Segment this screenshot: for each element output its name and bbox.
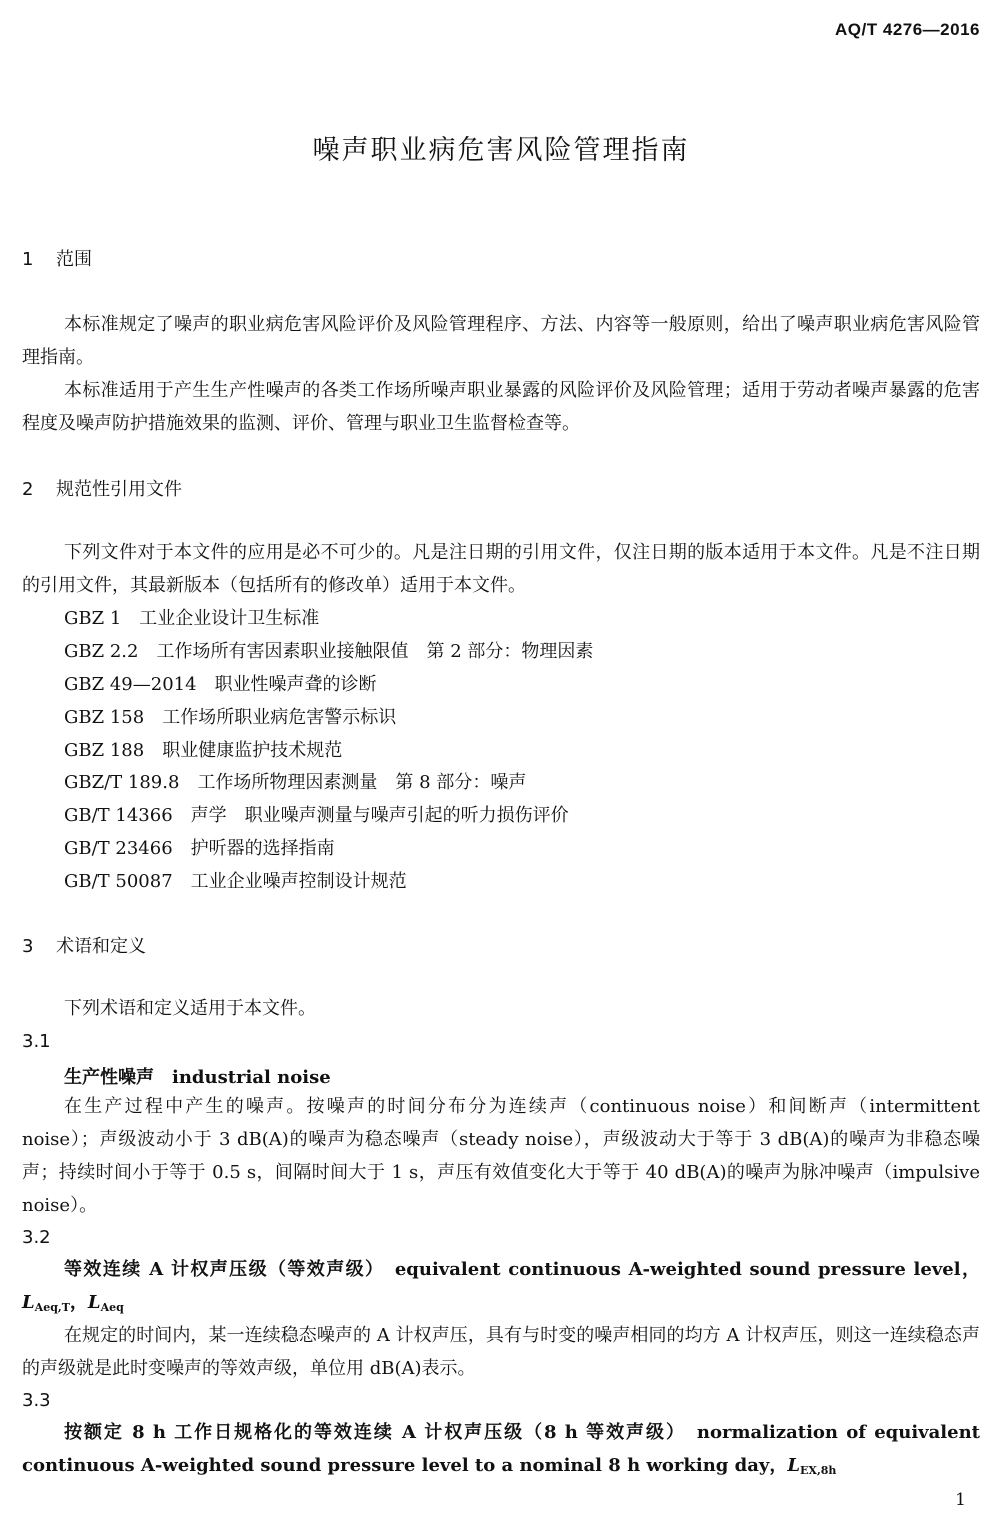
reference-item <box>64 736 342 762</box>
term-heading <box>22 1416 980 1487</box>
reference-item <box>64 834 335 860</box>
reference-code: GBZ 2.2 <box>64 641 139 662</box>
reference-code: GBZ 158 <box>64 707 145 728</box>
section-heading-normative-references <box>22 475 182 501</box>
symbol-subscript: Aeq <box>100 1301 124 1314</box>
reference-title: 工业企业设计卫生标准 <box>139 608 320 629</box>
reference-title: 声学 职业噪声测量与噪声引起的听力损伤评价 <box>190 805 569 826</box>
clause-number: 3.3 <box>22 1390 51 1411</box>
term-text: 等效连续 A 计权声压级（等效声级） equivalent continuous A-weighted sound pressure level， <box>64 1259 980 1280</box>
symbol-subscript: Aeq,T <box>34 1301 70 1314</box>
clause-number: 3.1 <box>22 1031 51 1052</box>
term-heading <box>22 1253 980 1324</box>
section-heading-scope <box>22 245 92 271</box>
reference-title: 工作场所物理因素测量 第 8 部分：噪声 <box>197 772 527 793</box>
term-definition: 在生产过程中产生的噪声。按噪声的时间分布分为连续声（continuous noise）和间断声（intermittent noise）；声级波动小于 3 dB(A)的噪声为稳态噪声（steady noise），声级波动大于等于 3 dB(A)的噪声为非稳态噪声；持续时间小于等于 0.5 s，间隔时间大于 1 s，声压有效值变化大于等于 40 dB(A)的噪声为脉冲噪声（impulsive noise）。 <box>22 1096 980 1216</box>
symbol-separator: ， <box>69 1292 88 1313</box>
section-number: 2 <box>22 479 34 500</box>
paragraph: 下列文件对于本文件的应用是必不可少的。凡是注日期的引用文件，仅注日期的版本适用于本文件。凡是不注日期的引用文件，其最新版本（包括所有的修改单）适用于本文件。 <box>22 542 980 596</box>
paragraph: 本标准规定了噪声的职业病危害风险评价及风险管理程序、方法、内容等一般原则，给出了噪声职业病危害风险管理指南。 <box>22 314 980 368</box>
reference-code: GBZ 188 <box>64 740 145 761</box>
page-number: 1 <box>955 1490 966 1510</box>
symbol: L <box>22 1292 35 1313</box>
reference-title: 职业健康监护技术规范 <box>162 740 343 761</box>
reference-title: 工作场所有害因素职业接触限值 第 2 部分：物理因素 <box>156 641 594 662</box>
reference-item <box>64 604 319 630</box>
reference-item <box>64 768 526 794</box>
reference-code: GB/T 14366 <box>64 805 173 826</box>
paragraph: 下列术语和定义适用于本文件。 <box>64 998 316 1019</box>
reference-code: GBZ 49—2014 <box>64 674 197 695</box>
document-title: 噪声职业病危害风险管理指南 <box>312 135 690 166</box>
symbol-subscript: EX,8h <box>800 1464 837 1477</box>
reference-item <box>64 801 569 827</box>
symbol: L <box>787 1455 801 1476</box>
term-definition: 在规定的时间内，某一连续稳态噪声的 A 计权声压，具有与时变的噪声相同的均方 A 计权声压，则这一连续稳态声的声级就是此时变噪声的等效声级，单位用 dB(A)表示。 <box>22 1325 980 1379</box>
reference-item <box>64 703 396 729</box>
section-number: 1 <box>22 249 34 270</box>
term-text: 按额定 8 h 工作日规格化的等效连续 A 计权声压级（8 h 等效声级） normalization of equivalent continuous A-weighted sound pressure level to a nominal 8 h working day， <box>22 1422 980 1476</box>
reference-item <box>64 637 593 663</box>
section-number: 3 <box>22 936 34 957</box>
reference-code: GB/T 23466 <box>64 838 173 859</box>
reference-item <box>64 867 407 893</box>
paragraph: 本标准适用于产生生产性噪声的各类工作场所噪声职业暴露的风险评价及风险管理；适用于劳动者噪声暴露的危害程度及噪声防护措施效果的监测、评价、管理与职业卫生监督检查等。 <box>22 380 980 434</box>
section-title: 范围 <box>56 249 92 270</box>
reference-code: GBZ 1 <box>64 608 122 629</box>
reference-title: 护听器的选择指南 <box>190 838 335 859</box>
term-heading: 生产性噪声 industrial noise <box>64 1067 331 1088</box>
reference-title: 工业企业噪声控制设计规范 <box>190 871 407 892</box>
section-title: 术语和定义 <box>56 936 146 957</box>
section-heading-terms-definitions <box>22 932 146 958</box>
section-title: 规范性引用文件 <box>56 479 182 500</box>
reference-code: GBZ/T 189.8 <box>64 772 180 793</box>
clause-number: 3.2 <box>22 1227 51 1248</box>
symbol: L <box>87 1292 101 1313</box>
reference-title: 职业性噪声聋的诊断 <box>214 674 377 695</box>
document-code: AQ/T 4276—2016 <box>835 20 980 39</box>
reference-item <box>64 670 377 696</box>
reference-title: 工作场所职业病危害警示标识 <box>162 707 397 728</box>
reference-code: GB/T 50087 <box>64 871 173 892</box>
